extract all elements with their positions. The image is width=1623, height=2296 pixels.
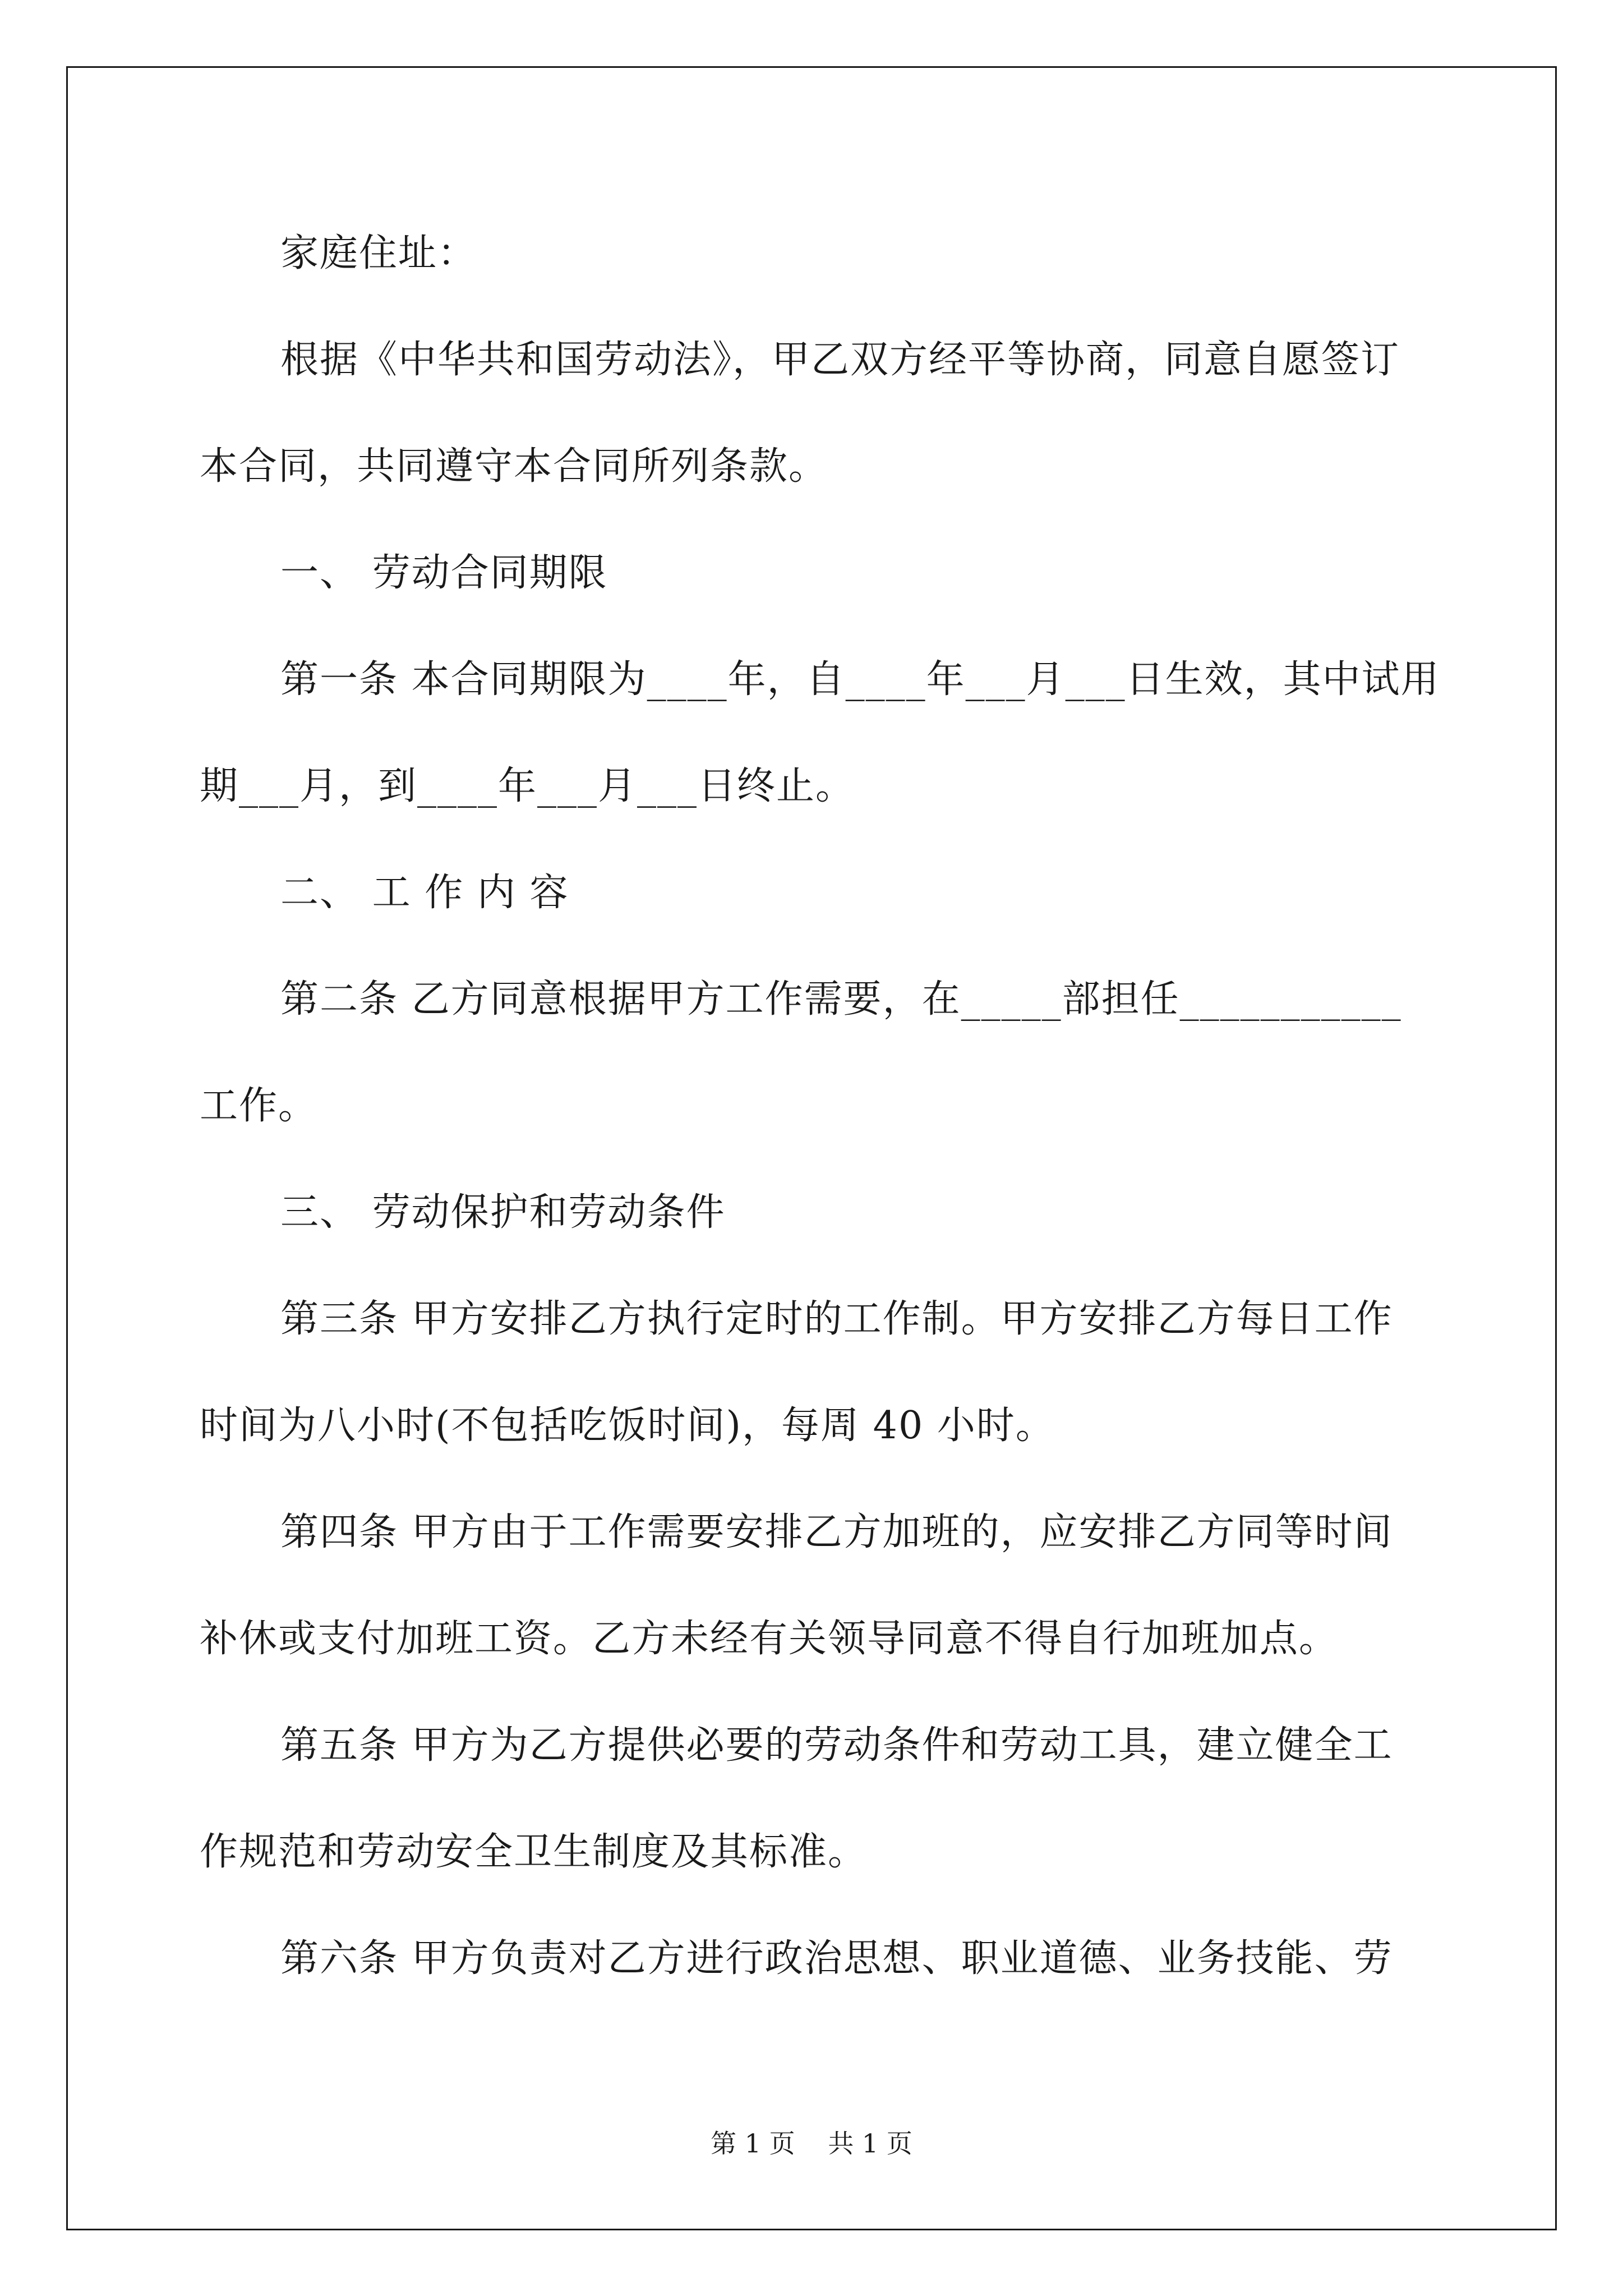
page-footer [0,2128,1623,2159]
article-2-line-1: 第二条 乙方同意根据甲方工作需要，在_____部担任___________ [280,977,1402,1022]
article-3-line-2: 时间为八小时(不包括吃饭时间)，每周 40 小时。 [200,1404,1055,1448]
article-2-line-2: 工作。 [200,1084,318,1128]
intro-paragraph-line-1: 根据《中华共和国劳动法》，甲乙双方经平等协商，同意自愿签订 [280,338,1400,382]
page-total: 共 1 页 [828,2128,912,2159]
address-line: 家庭住址： [280,231,477,275]
section-heading-3: 三、 劳动保护和劳动条件 [280,1190,726,1235]
page-number: 第 1 页 [711,2128,795,2159]
article-1-line-2: 期___月，到____年___月___日终止。 [200,764,855,808]
article-6-line-1: 第六条 甲方负责对乙方进行政治思想、职业道德、业务技能、劳 [280,1936,1393,1981]
article-4-line-1: 第四条 甲方由于工作需要安排乙方加班的，应安排乙方同等时间 [280,1510,1393,1554]
article-5-line-2: 作规范和劳动安全卫生制度及其标准。 [200,1830,868,1874]
section-heading-1: 一、 劳动合同期限 [280,551,608,595]
article-3-line-1: 第三条 甲方安排乙方执行定时的工作制。甲方安排乙方每日工作 [280,1297,1393,1341]
article-5-line-1: 第五条 甲方为乙方提供必要的劳动条件和劳动工具，建立健全工 [280,1723,1393,1768]
section-heading-2: 二、 工 作 内 容 [280,871,569,915]
article-4-line-2: 补休或支付加班工资。乙方未经有关领导同意不得自行加班加点。 [200,1617,1339,1661]
intro-paragraph-line-2: 本合同，共同遵守本合同所列条款。 [200,444,828,489]
article-1-line-1: 第一条 本合同期限为____年，自____年___月___日生效，其中试用 [280,657,1440,702]
